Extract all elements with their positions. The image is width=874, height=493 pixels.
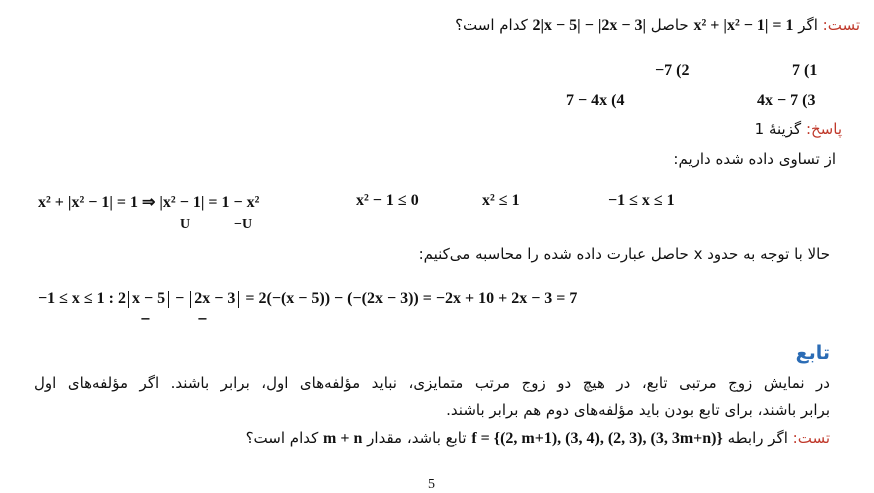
- option-4: 7 − 4x (4: [566, 92, 625, 109]
- calc-rest: = 2(−(x − 5)) − (−(2x − 3)) = −2x + 10 + 2x − 3 = 7: [245, 290, 578, 307]
- q2-expression: m + n: [323, 430, 363, 447]
- answer-label: پاسخ:: [805, 120, 842, 138]
- equation-main: [38, 192, 259, 212]
- option-1: 7 (1: [792, 62, 818, 79]
- u-label: U: [180, 217, 191, 232]
- q1-text-mid: حاصل: [650, 16, 689, 34]
- equation-main-text: x² + |x² − 1| = 1 ⇒ |x² − 1| = 1 − x²: [38, 194, 260, 211]
- answer-text: گزینهٔ 1: [754, 120, 802, 138]
- q1-expression: 2|x − 5| − |2x − 3|: [532, 17, 646, 34]
- page-number: 5: [428, 477, 435, 492]
- option-3: 4x − 7 (3: [757, 92, 816, 109]
- minus-mark-2: −: [197, 312, 208, 327]
- then-line: حالا با توجه به حدود x حاصل عبارت داده شده را محاسبه می‌کنیم:: [418, 245, 830, 263]
- question-2: [246, 429, 830, 448]
- q2-text-after: کدام است؟: [245, 429, 319, 447]
- section-title: تابع: [795, 342, 830, 364]
- q2-text-before: اگر رابطه: [727, 429, 788, 447]
- q2-relation: f = {(2, m+1), (3, 4), (2, 3), (3, 3m+n)}: [471, 430, 723, 447]
- calculation: −1 ≤ x ≤ 1 : 2 x − 5 − 2x − 3 = 2(−(x − 5)) − (−(2x − 3)) = −2x + 10 + 2x − 3 = 7: [38, 290, 578, 307]
- calc-abs-1: x − 5: [128, 291, 169, 308]
- minus-mark-1: −: [140, 312, 151, 327]
- question-1: [380, 16, 860, 35]
- explanation-intro: از تساوی داده شده داریم:: [673, 150, 836, 168]
- q2-text-mid: تابع باشد، مقدار: [367, 429, 467, 447]
- q1-equation: x² + |x² − 1| = 1: [693, 17, 794, 34]
- equation-c: x² ≤ 1: [482, 192, 520, 209]
- calc-prefix: −1 ≤ x ≤ 1 : 2: [38, 290, 127, 307]
- section-paragraph-2: برابر باشند، برای تابع بودن باید مؤلفه‌های دوم هم برابر باشند.: [446, 401, 830, 419]
- answer-line: [755, 120, 842, 138]
- test-label-2: تست:: [792, 429, 830, 447]
- equation-b: x² − 1 ≤ 0: [356, 192, 419, 209]
- q1-text-after: کدام است؟: [455, 16, 528, 34]
- section-paragraph-1: در نمایش زوج مرتبی تابع، در هیچ دو زوج مرتب متمایزی، نباید مؤلفه‌های اول، برابر باشند. اگر مؤلفه‌های اول: [34, 374, 830, 392]
- option-2: −7 (2: [655, 62, 690, 79]
- test-label: تست:: [822, 16, 860, 34]
- calc-abs-2: 2x − 3: [190, 291, 239, 308]
- neg-u-label: −U: [234, 217, 253, 232]
- q1-text-before: اگر: [798, 16, 818, 34]
- equation-d: −1 ≤ x ≤ 1: [608, 192, 675, 209]
